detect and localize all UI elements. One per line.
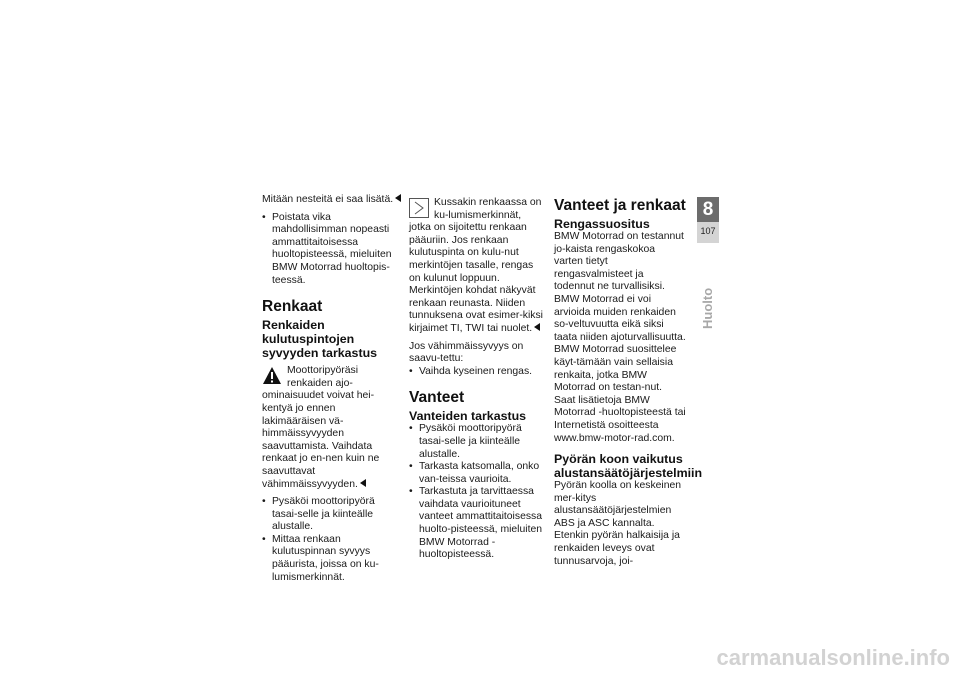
list-item: • Tarkastuta ja tarvittaessa vaihdata vaurioituneet vanteet ammattitaitoisessa huolto-pisteessä, mieluiten BMW Motorrad -huoltopisteessä. (409, 486, 543, 562)
section-heading-renkaat: Renkaat (262, 298, 323, 316)
column-right (554, 197, 703, 568)
paragraph: Pyörän koolla on keskeinen mer-kitys alustansäätöjärjestelmien ABS ja ASC kannalta. Etenkin pyörän halkaisija ja renkaiden leveys ovat tunnusarvoja, joi- (554, 480, 682, 567)
bullet-list (262, 212, 402, 288)
paragraph: BMW Motorrad on testannut jo-kaista rengaskokoa varten tietyt rengasvalmisteet ja todennut ne turvallisiksi. BMW Motorrad ei voi arvioida muiden renkaiden so-veltuvuutta eikä siksi taata niiden ajoturvallisuutta. (554, 231, 686, 343)
section-title-vertical: Huolto (700, 287, 715, 329)
chapter-tab (697, 197, 719, 243)
note-paragraph: Kussakin renkaassa on ku-lumismerkinnät, jotka on sijoitettu renkaan pääuriin. Jos renkaan kulutuspinta on kulu-nut merkintöjen tasalle, rengas on kulunut loppuun. Merkintöjen kohdat näkyvät renkaan reunasta. Niiden tunnuksena ovat esimer-kiksi kirjaimet TI, TWI tai nuolet. (409, 197, 543, 334)
chapter-number: 8 (697, 197, 719, 222)
list-item: • Mittaa renkaan kulutuspinnan syvyys pääurista, joissa on ku-lumismerkinnät. (262, 534, 402, 584)
bullet-list (262, 496, 402, 584)
section-heading-vanteet: Vanteet (409, 389, 465, 407)
column-left (262, 194, 402, 584)
warning-triangle-icon (262, 366, 282, 386)
list-item: • Pysäköi moottoripyörä tasai-selle ja kiinteälle alustalle. (409, 423, 543, 461)
end-mark-icon (395, 194, 401, 202)
list-item: • Tarkasta katsomalla, onko van-teissa vaurioita. (409, 461, 543, 486)
watermark-text: carmanualsonline.info (716, 645, 950, 670)
intro-text: Mitään nesteitä ei saa lisätä. (262, 194, 402, 207)
list-item: • Pysäköi moottoripyörä tasai-selle ja kiinteälle alustalle. (262, 496, 402, 534)
section-heading-rims-tyres: Vanteet ja renkaat (554, 197, 686, 214)
paragraph: Saat lisätietoja BMW Motorrad -huoltopisteestä tai Internetistä osoitteesta www.bmw-motor-rad.com. (554, 394, 686, 444)
list-item: • Vaihda kyseinen rengas. (409, 366, 543, 379)
warning-paragraph: Moottoripyöräsi renkaiden ajo-ominaisuudet voivat hei-kentyä jo ennen lakimääräisen vä-himmäissyvyyden saavuttamista. Vaihdata renkaat jo en-nen kuin ne saavuttavat vähimmäissyvyyden. (262, 365, 380, 490)
column-middle (409, 197, 543, 562)
subheading-rim-check: Vanteiden tarkastus (409, 409, 527, 424)
list-item: • Poistata vika mahdollisimman nopeasti ammattitaitoisessa huoltopisteessä, mieluiten BMW Motorrad huoltopis-teessä. (262, 212, 402, 288)
subheading-tread-depth: Renkaiden kulutuspintojen syvyyden tarkastus (262, 318, 378, 361)
end-mark-icon (534, 323, 540, 331)
min-depth-text: Jos vähimmäissyvyys on saavu-tettu: (409, 340, 524, 365)
subheading-wheel-size: Pyörän koon vaikutus alustansäätöjärjestelmiin (554, 452, 703, 481)
end-mark-icon (360, 479, 366, 487)
page-number: 107 (700, 226, 716, 236)
note-arrow-icon (409, 198, 429, 218)
bullet-list (409, 366, 543, 379)
subheading-tyre-recommendation: Rengassuositus (554, 217, 650, 231)
paragraph: BMW Motorrad suosittelee käyt-tämään vain sellaisia renkaita, jotka BMW Motorrad on testan-nut. (554, 344, 677, 394)
bullet-list (409, 423, 543, 562)
